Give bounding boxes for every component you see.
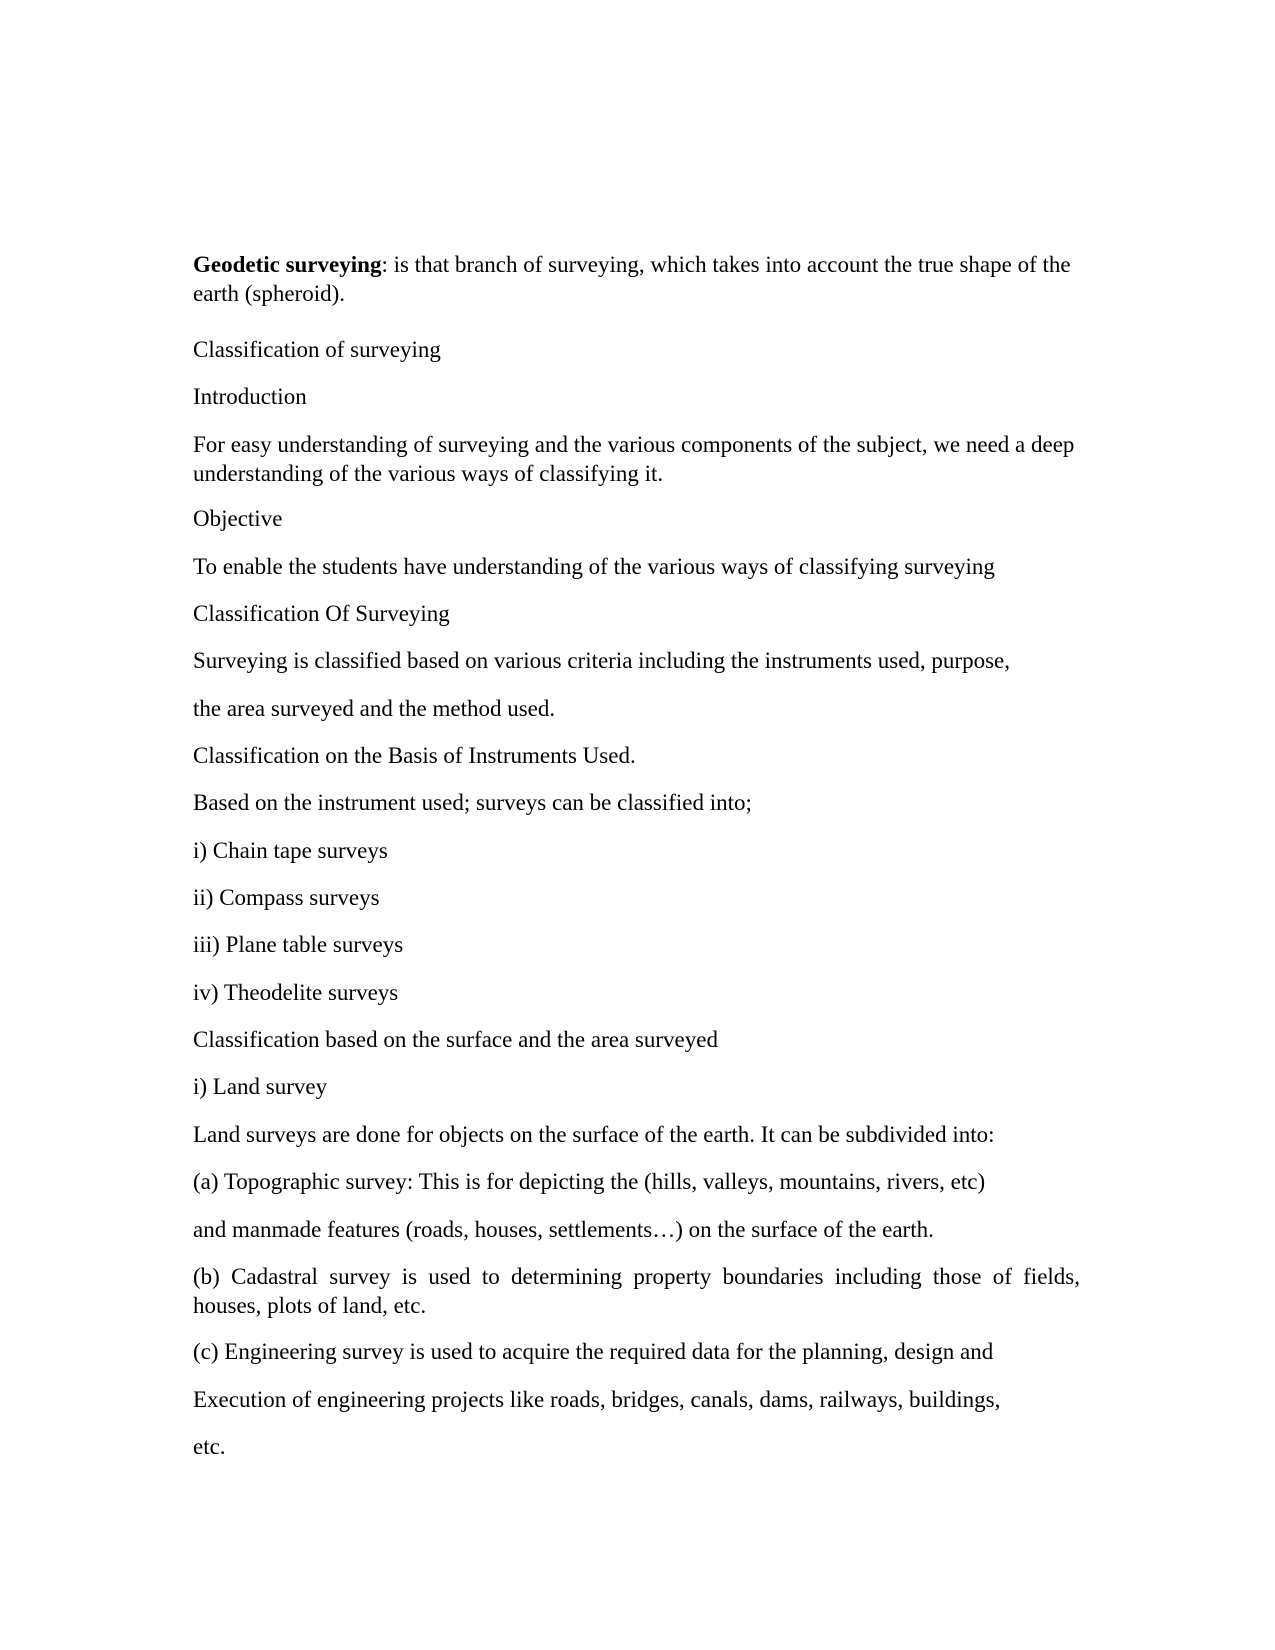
geodetic-surveying-definition: : is that branch of surveying, which takes into account the true shape of the earth (spheroid). [193,252,1071,306]
land-survey-item: i) Land survey [193,1074,328,1099]
objective-text: To enable the students have understanding of the various ways of classifying surveying [193,554,995,579]
heading-objective: Objective [193,506,283,531]
criteria-line-1: Surveying is classified based on various criteria including the instruments used, purpose, [193,648,1010,673]
topographic-line-1: (a) Topographic survey: This is for depicting the (hills, valleys, mountains, rivers, etc) [193,1169,986,1194]
list-item: i) Chain tape surveys [193,838,388,863]
list-item: iii) Plane table surveys [193,932,404,957]
heading-classification-of-surveying-section: Classification Of Surveying [193,601,450,626]
engineering-line-1: (c) Engineering survey is used to acquire the required data for the planning, design and [193,1339,994,1364]
heading-instruments-used: Classification on the Basis of Instruments Used. [193,743,636,768]
engineering-line-2: Execution of engineering projects like roads, bridges, canals, dams, railways, buildings, [193,1387,1001,1412]
heading-introduction: Introduction [193,384,307,409]
introduction-paragraph: For easy understanding of surveying and the various components of the subject, we need a deep understanding of the various ways of classifying it. [193,432,1075,486]
instruments-intro: Based on the instrument used; surveys can be classified into; [193,790,752,815]
topographic-line-2: and manmade features (roads, houses, settlements…) on the surface of the earth. [193,1217,934,1242]
engineering-line-3: etc. [193,1434,226,1459]
list-item: iv) Theodelite surveys [193,980,399,1005]
list-item: ii) Compass surveys [193,885,380,910]
heading-classification-of-surveying: Classification of surveying [193,337,441,362]
criteria-line-2: the area surveyed and the method used. [193,696,556,721]
geodetic-surveying-paragraph [193,250,1080,308]
cadastral-paragraph: (b) Cadastral survey is used to determining property boundaries including those of fields, houses, plots of land, etc. [193,1264,1080,1318]
land-survey-text: Land surveys are done for objects on the surface of the earth. It can be subdivided into: [193,1122,995,1147]
geodetic-surveying-term: Geodetic surveying [193,252,382,277]
heading-surface-and-area: Classification based on the surface and the area surveyed [193,1027,718,1052]
